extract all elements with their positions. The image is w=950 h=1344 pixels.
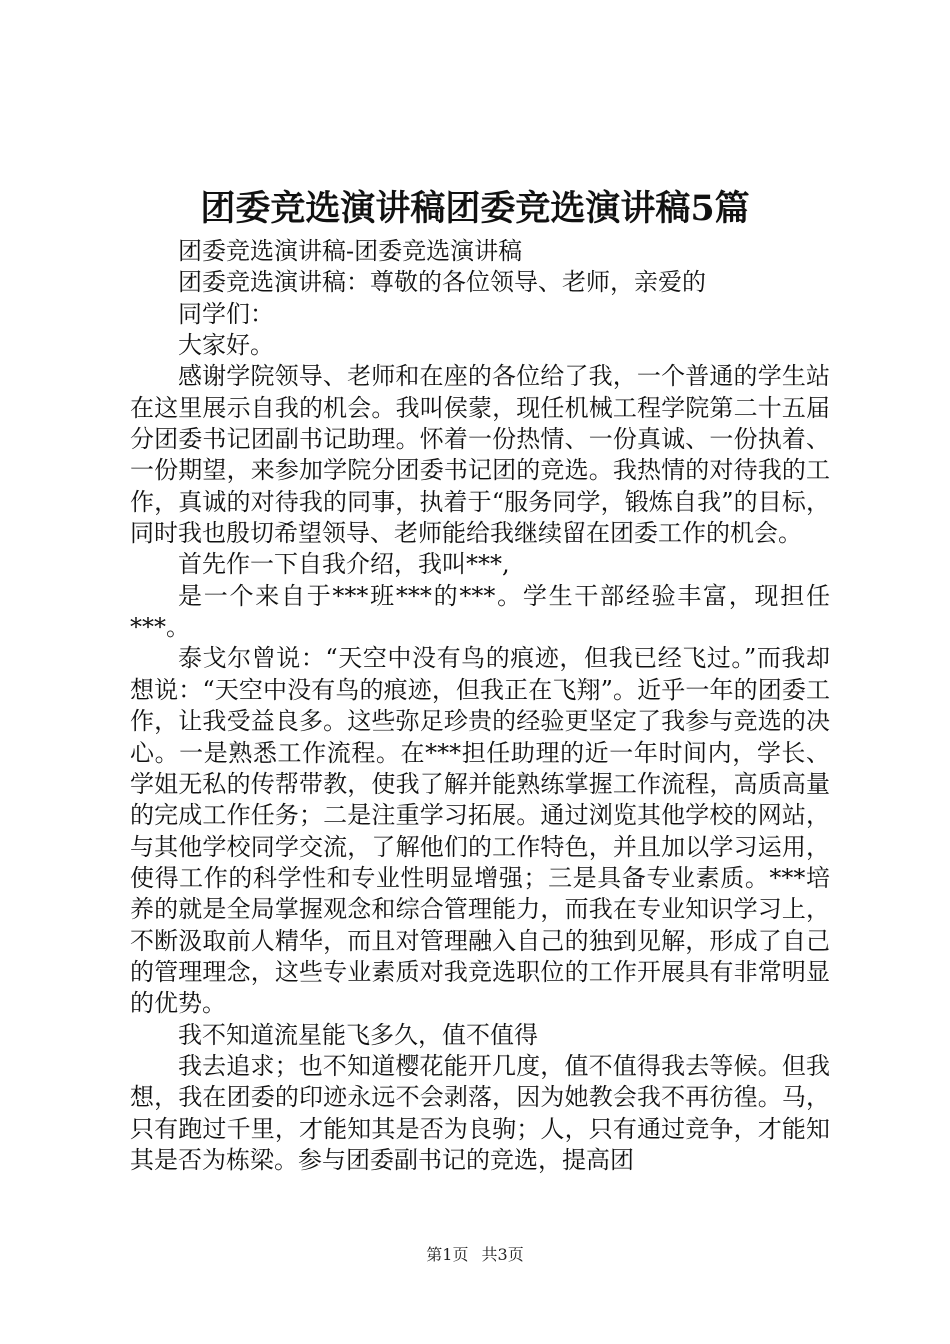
document-body bbox=[130, 236, 830, 1176]
page-number: 第1页 bbox=[426, 1245, 469, 1264]
page-footer bbox=[0, 1244, 950, 1266]
paragraph: 是一个来自于***班***的***。学生干部经验丰富，现担任***。 bbox=[130, 581, 830, 642]
paragraph: 我不知道流星能飞多久，值不值得 bbox=[178, 1020, 538, 1049]
page-total: 共3页 bbox=[481, 1245, 524, 1264]
paragraph: 感谢学院领导、老师和在座的各位给了我，一个普通的学生站在这里展示自我的机会。我叫侯蒙，现任机械工程学院第二十五届分团委书记团副书记助理。怀着一份热情、一份真诚、一份执着、一份期望，来参加学院分团委书记团的竞选。我热情的对待我的工作，真诚的对待我的同事，执着于“服务同学，锻炼自我”的目标，同时我也殷切希望领导、老师能给我继续留在团委工作的机会。 bbox=[130, 362, 830, 548]
paragraph: 我去追求；也不知道樱花能开几度，值不值得我去等候。但我想，我在团委的印迹永远不会剥落，因为她教会我不再彷徨。马，只有跑过千里，才能知其是否为良驹；人，只有通过竞争，才能知其是否为栋梁。参与团委副书记的竞选，提高团 bbox=[130, 1051, 830, 1174]
paragraph: 首先作一下自我介绍，我叫***, bbox=[178, 550, 510, 579]
document-title: 团委竞选演讲稿团委竞选演讲稿5篇 bbox=[200, 188, 750, 229]
paragraph: 团委竞选演讲稿-团委竞选演讲稿 bbox=[178, 237, 523, 265]
paragraph: 同学们： bbox=[178, 299, 274, 328]
paragraph: 泰戈尔曾说：“天空中没有鸟的痕迹，但我已经飞过。”而我却想说：“天空中没有鸟的痕迹，但我正在飞翔”。近乎一年的团委工作，让我受益良多。这些弥足珍贵的经验更坚定了我参与竞选的决心。一是熟悉工作流程。在***担任助理的近一年时间内，学长、学姐无私的传帮带教，使我了解并能熟练掌握工作流程，高质高量的完成工作任务；二是注重学习拓展。通过浏览其他学校的网站，与其他学校同学交流，了解他们的工作特色，并且加以学习运用，使得工作的科学性和专业性明显增强；三是具备专业素质。***培养的就是全局掌握观念和综合管理能力，而我在专业知识学习上，不断汲取前人精华，而且对管理融入自己的独到见解，形成了自己的管理理念，这些专业素质对我竞选职位的工作开展具有非常明显的优势。 bbox=[130, 644, 830, 1018]
paragraph: 团委竞选演讲稿：尊敬的各位领导、老师，亲爱的 bbox=[178, 268, 706, 297]
paragraph: 大家好。 bbox=[178, 331, 274, 360]
